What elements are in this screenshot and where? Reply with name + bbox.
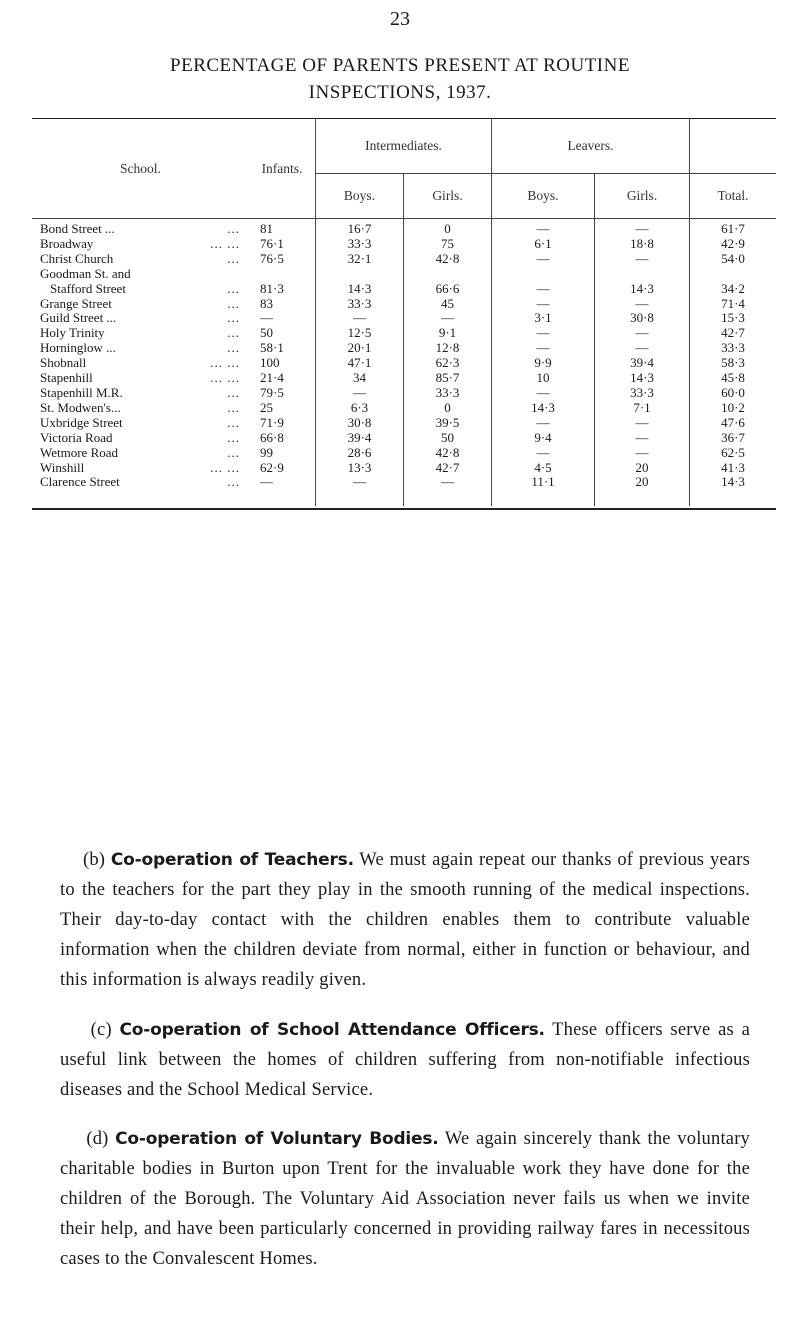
int-girls-value — [404, 267, 492, 282]
page-title — [60, 52, 740, 106]
school-name: Holy Trinity — [40, 325, 105, 341]
header-intermediates: Intermediates. — [316, 119, 492, 174]
lv-boys-value: 11·1 — [492, 475, 595, 506]
school-name: Stapenhill — [40, 370, 93, 386]
parents-present-table — [32, 118, 776, 510]
int-boys-value: — — [316, 475, 404, 506]
school-name: Wetmore Road — [40, 444, 119, 460]
lv-girls-value: — — [595, 431, 690, 446]
table-row — [32, 461, 776, 476]
int-girls-value: 75 — [404, 237, 492, 252]
paragraph-marker: (b) — [82, 850, 106, 870]
school-name: Grange Street — [40, 295, 112, 311]
school-name: Broadway — [40, 235, 94, 251]
leader-dots: ... ... — [210, 459, 240, 475]
int-boys-value: 33·3 — [316, 297, 404, 312]
infants-value: 58·1 — [250, 341, 316, 356]
lv-boys-value — [492, 267, 595, 282]
lv-boys-value: 9·4 — [492, 431, 595, 446]
infants-value: 81 — [250, 219, 316, 237]
school-name: Christ Church — [40, 250, 114, 266]
table-row — [32, 431, 776, 446]
infants-value: 71·9 — [250, 416, 316, 431]
table-row — [32, 371, 776, 386]
table-row — [32, 446, 776, 461]
int-boys-value: 6·3 — [316, 401, 404, 416]
school-name: Stafford Street — [50, 280, 126, 296]
header-school: School. — [120, 160, 161, 176]
school-name: Bond Street ... — [40, 221, 115, 236]
leader-dots: ... — [227, 295, 240, 311]
lv-boys-value: — — [492, 341, 595, 356]
int-boys-value: — — [316, 386, 404, 401]
leader-dots: ... — [227, 250, 240, 266]
lv-boys-value: — — [492, 297, 595, 312]
lv-boys-value: — — [492, 252, 595, 267]
school-name: Uxbridge Street — [40, 414, 123, 430]
total-value: 15·3 — [721, 310, 745, 326]
header-lv-girls: Girls. — [595, 174, 690, 219]
lv-girls-value: 20 — [595, 461, 690, 476]
leader-dots: ... — [227, 474, 240, 490]
total-value: 61·7 — [721, 221, 745, 236]
int-boys-value: 14·3 — [316, 282, 404, 297]
int-girls-value: 42·8 — [404, 252, 492, 267]
lv-girls-value: 14·3 — [595, 282, 690, 297]
int-girls-value: 45 — [404, 297, 492, 312]
school-name: Horninglow ... — [40, 340, 116, 356]
leader-dots: ... — [227, 280, 240, 296]
table-bottom-rule — [32, 508, 776, 510]
total-value: 60·0 — [721, 384, 745, 400]
lv-boys-value: 4·5 — [492, 461, 595, 476]
int-boys-value: 30·8 — [316, 416, 404, 431]
infants-value: 76·1 — [250, 237, 316, 252]
school-name: Guild Street ... — [40, 310, 117, 326]
lv-girls-value: 7·1 — [595, 401, 690, 416]
infants-value: 83 — [250, 297, 316, 312]
lv-girls-value: 18·8 — [595, 237, 690, 252]
int-girls-value: 42·8 — [404, 446, 492, 461]
infants-value: 81·3 — [250, 282, 316, 297]
leader-dots: ... — [227, 340, 240, 356]
table-body — [32, 219, 776, 507]
total-value: 45·8 — [721, 370, 745, 386]
int-girls-value: 33·3 — [404, 386, 492, 401]
int-boys-value: 16·7 — [316, 219, 404, 237]
paragraph-heading: Co-operation of Teachers. — [110, 850, 354, 870]
int-girls-value: 0 — [404, 401, 492, 416]
paragraph-text: We must again repeat our thanks of previous years to the teachers for the part they play in the smooth running of the medical inspections. Their day-to-day contact with the children enables them to contribute valuable information when the children deviate from normal, either in function or behaviour, and this information is always readily given. — [60, 850, 750, 990]
lv-girls-value — [595, 267, 690, 282]
lv-girls-value: — — [595, 416, 690, 431]
lv-girls-value: — — [595, 297, 690, 312]
leader-dots: ... ... — [210, 235, 240, 251]
int-boys-value: 12·5 — [316, 326, 404, 341]
title-line-2: INSPECTIONS, 1937. — [308, 82, 492, 103]
leader-dots: ... — [227, 444, 240, 460]
paragraph-attendance-officers — [60, 1015, 750, 1105]
leader-dots: ... — [227, 384, 240, 400]
lv-boys-value: — — [492, 446, 595, 461]
table-row — [32, 341, 776, 356]
table-row — [32, 252, 776, 267]
int-boys-value: 39·4 — [316, 431, 404, 446]
school-name: Victoria Road — [40, 429, 113, 445]
table-row — [32, 416, 776, 431]
lv-boys-value: 6·1 — [492, 237, 595, 252]
lv-boys-value: 14·3 — [492, 401, 595, 416]
lv-boys-value: — — [492, 416, 595, 431]
int-girls-value: 39·5 — [404, 416, 492, 431]
infants-value: 62·9 — [250, 461, 316, 476]
header-infants: Infants. — [250, 119, 316, 219]
total-value: 71·4 — [721, 295, 745, 311]
int-boys-value: 28·6 — [316, 446, 404, 461]
int-girls-value: 62·3 — [404, 356, 492, 371]
int-boys-value: — — [316, 311, 404, 326]
total-value: 10·2 — [721, 399, 745, 415]
int-girls-value: — — [404, 475, 492, 506]
lv-girls-value: — — [595, 326, 690, 341]
int-girls-value: 12·8 — [404, 341, 492, 356]
paragraph-text: These officers serve as a useful link between the homes of children suffering from non-notifiable infectious diseases and the School Medical Service. — [60, 1020, 750, 1100]
school-name: Goodman St. and — [40, 265, 131, 281]
lv-girls-value: 30·8 — [595, 311, 690, 326]
int-boys-value: 47·1 — [316, 356, 404, 371]
paragraph-marker: (d) — [86, 1129, 109, 1149]
int-girls-value: 0 — [404, 219, 492, 237]
leader-dots: ... — [227, 414, 240, 430]
paragraph-heading: Co-operation of Voluntary Bodies. — [115, 1129, 439, 1149]
paragraph-heading: Co-operation of School Attendance Officers. — [119, 1020, 545, 1040]
total-value: 14·3 — [721, 474, 745, 490]
infants-value: 79·5 — [250, 386, 316, 401]
int-girls-value: — — [404, 311, 492, 326]
header-row-1 — [32, 119, 776, 174]
infants-value: 25 — [250, 401, 316, 416]
lv-boys-value: — — [492, 386, 595, 401]
table-row — [32, 475, 776, 506]
leader-dots: ... — [227, 429, 240, 445]
header-int-girls: Girls. — [404, 174, 492, 219]
school-name: Stapenhill M.R. — [40, 384, 123, 400]
lv-boys-value: — — [492, 282, 595, 297]
lv-boys-value: — — [492, 219, 595, 237]
lv-girls-value: — — [595, 219, 690, 237]
lv-girls-value: 33·3 — [595, 386, 690, 401]
header-lv-boys: Boys. — [492, 174, 595, 219]
table-row — [32, 311, 776, 326]
int-girls-value: 42·7 — [404, 461, 492, 476]
int-girls-value: 9·1 — [404, 326, 492, 341]
paragraph-text: We again sincerely thank the voluntary charitable bodies in Burton upon Trent for the invaluable work they have done for the children of the Borough. The Voluntary Aid Association never fails us when we invite their help, and have been particularly concerned in providing railway fares in necessitous cases to the Convalescent Homes. — [60, 1129, 751, 1269]
total-value: 42·7 — [721, 325, 745, 341]
total-value: 41·3 — [721, 459, 745, 475]
total-value: 54·0 — [721, 250, 745, 266]
lv-girls-value: 14·3 — [595, 371, 690, 386]
int-boys-value — [316, 267, 404, 282]
infants-value: — — [250, 311, 316, 326]
total-value: 36·7 — [721, 429, 745, 445]
total-value: 47·6 — [721, 414, 745, 430]
page-number: 23 — [390, 8, 410, 30]
leader-dots: ... — [227, 399, 240, 415]
lv-boys-value: — — [492, 326, 595, 341]
total-value — [690, 267, 777, 282]
data-table — [32, 119, 776, 506]
leader-dots: ... — [227, 221, 240, 236]
infants-value: 100 — [250, 356, 316, 371]
infants-value: 50 — [250, 326, 316, 341]
table-row — [32, 326, 776, 341]
infants-value — [250, 267, 316, 282]
school-name: St. Modwen's... — [40, 399, 121, 415]
header-int-boys: Boys. — [316, 174, 404, 219]
lv-girls-value: 39·4 — [595, 356, 690, 371]
lv-boys-value: 10 — [492, 371, 595, 386]
infants-value: 99 — [250, 446, 316, 461]
table-row — [32, 401, 776, 416]
lv-boys-value: 3·1 — [492, 311, 595, 326]
infants-value: 76·5 — [250, 252, 316, 267]
int-boys-value: 20·1 — [316, 341, 404, 356]
table-row — [32, 267, 776, 282]
header-total: Total. — [690, 174, 777, 219]
lv-girls-value: — — [595, 252, 690, 267]
infants-value: — — [250, 475, 316, 506]
header-total-spacer — [690, 119, 777, 174]
paragraph-voluntary-bodies — [60, 1124, 750, 1274]
total-value: 33·3 — [721, 340, 745, 356]
lv-girls-value: — — [595, 446, 690, 461]
total-value: 58·3 — [721, 355, 745, 371]
header-leavers: Leavers. — [492, 119, 690, 174]
int-boys-value: 33·3 — [316, 237, 404, 252]
int-boys-value: 34 — [316, 371, 404, 386]
leader-dots: ... ... — [210, 355, 240, 371]
leader-dots: ... ... — [210, 370, 240, 386]
lv-girls-value: — — [595, 341, 690, 356]
title-line-1: PERCENTAGE OF PARENTS PRESENT AT ROUTINE — [170, 55, 630, 76]
leader-dots: ... — [227, 310, 240, 326]
total-value: 62·5 — [721, 444, 745, 460]
table-row — [32, 356, 776, 371]
total-value: 34·2 — [721, 280, 745, 296]
infants-value: 66·8 — [250, 431, 316, 446]
leader-dots: ... — [227, 325, 240, 341]
school-name: Shobnall — [40, 355, 87, 371]
paragraph-marker: (c) — [90, 1020, 112, 1040]
table-row — [32, 219, 776, 237]
int-girls-value: 85·7 — [404, 371, 492, 386]
table-row — [32, 282, 776, 297]
table-row — [32, 237, 776, 252]
table-row — [32, 297, 776, 312]
int-girls-value: 66·6 — [404, 282, 492, 297]
school-name: Clarence Street — [40, 474, 120, 490]
lv-boys-value: 9·9 — [492, 356, 595, 371]
table-row — [32, 386, 776, 401]
int-girls-value: 50 — [404, 431, 492, 446]
paragraph-teachers — [60, 845, 750, 995]
int-boys-value: 13·3 — [316, 461, 404, 476]
total-value: 42·9 — [721, 235, 745, 251]
lv-girls-value: 20 — [595, 475, 690, 506]
infants-value: 21·4 — [250, 371, 316, 386]
school-name: Winshill — [40, 459, 85, 475]
int-boys-value: 32·1 — [316, 252, 404, 267]
